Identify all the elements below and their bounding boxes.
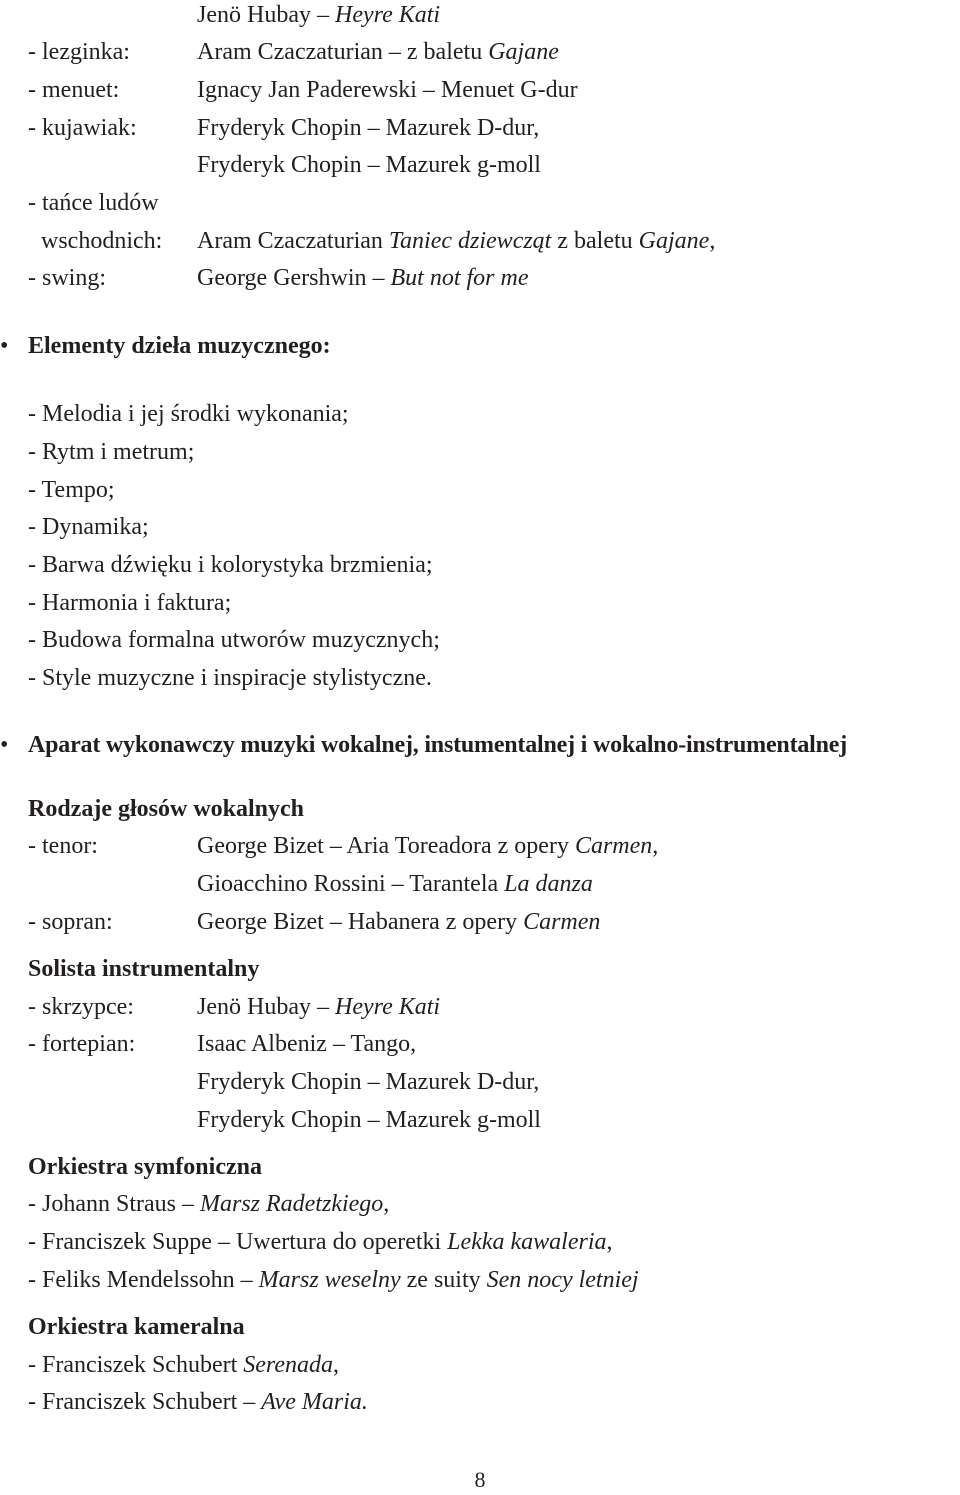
section-heading: Elementy dzieła muzycznego: [28,333,331,359]
dance-label: - tańce ludów [28,190,159,216]
text-part: - Johann Straus – [28,1191,200,1217]
italic-title: Lekka kawaleria [447,1229,607,1255]
text-part: Aram Czaczaturian [197,228,389,254]
section-heading: Aparat wykonawczy muzyki wokalnej, instumentalnej i wokalno-instrumentalnej [28,732,848,758]
instrument-label: - fortepian: [28,1031,136,1057]
entry-text [197,831,658,861]
italic-title: Carmen [523,909,601,935]
orchestra-entry [28,1350,339,1380]
text-part: Jenö Hubay – [197,2,335,28]
dance-label: wschodnich: [41,228,163,254]
voice-label: - sopran: [28,909,113,935]
list-item: - Budowa formalna utworów muzycznych; [28,627,440,653]
orchestra-entry [28,1227,613,1257]
dance-label: - menuet: [28,77,120,103]
entry-text: Fryderyk Chopin – Mazurek D-dur, [197,115,540,141]
entry-text [197,907,600,937]
dance-label: - kujawiak: [28,115,137,141]
text-part: George Bizet – Habanera z opery [197,909,524,935]
instrument-label: - skrzypce: [28,994,134,1020]
list-item: - Style muzyczne i inspiracje stylistyczne. [28,665,432,691]
orchestra-entry [28,1265,639,1295]
text-part: Aram Czaczaturian – z baletu [197,39,489,65]
list-item: - Harmonia i faktura; [28,590,232,616]
text-part: Gioacchino Rossini – Tarantela [197,871,505,897]
text-part: ze suity [400,1267,487,1293]
text-part: , [709,228,716,254]
text-part: , [652,833,659,859]
italic-title: Taniec dziewcząt [388,228,552,254]
dance-label: - lezginka: [28,39,130,65]
list-item: - Melodia i jej środki wykonania; [28,401,349,427]
italic-title: Marsz Radetzkiego [199,1191,384,1217]
text-part: - Franciszek Schubert [28,1352,244,1378]
list-item: - Rytm i metrum; [28,439,195,465]
italic-title: Sen nocy letniej [486,1267,639,1293]
text-part: George Gershwin – [197,265,391,291]
dance-label: - swing: [28,265,106,291]
italic-title: Heyre Kati [334,994,441,1020]
subsection-heading-symfoniczna: Orkiestra symfoniczna [28,1154,262,1180]
list-item: - Dynamika; [28,514,149,540]
text-part: - Franciszek Schubert – [28,1389,262,1415]
entry-text [197,226,715,256]
text-part: , [383,1191,390,1217]
voice-label: - tenor: [28,833,98,859]
entry-text: Ignacy Jan Paderewski – Menuet G-dur [197,77,578,103]
orchestra-entry [28,1387,368,1417]
italic-title: Serenada [243,1352,334,1378]
italic-title: Gajane [638,228,710,254]
text-part: , [606,1229,613,1255]
italic-title: La danza [504,871,593,897]
text-part: , [333,1352,340,1378]
text-part: George Bizet – Aria Toreadora z opery [197,833,575,859]
text-part: z baletu [551,228,639,254]
orchestra-entry [28,1189,389,1219]
bullet-icon: • [0,333,9,359]
bullet-icon: • [0,732,9,758]
entry-text: Fryderyk Chopin – Mazurek g-moll [197,152,541,178]
text-part: Jenö Hubay – [197,994,335,1020]
subsection-heading-kameralna: Orkiestra kameralna [28,1314,245,1340]
italic-title: Ave Maria. [261,1389,368,1415]
text-part: - Franciszek Suppe – Uwertura do operetki [28,1229,448,1255]
subsection-heading-glosy: Rodzaje głosów wokalnych [28,796,305,822]
text-part: - Feliks Mendelssohn – [28,1267,259,1293]
subsection-heading-solista: Solista instrumentalny [28,956,260,982]
italic-title: But not for me [390,265,529,291]
entry-text [197,869,593,899]
entry-text [197,992,440,1022]
list-item: - Tempo; [28,477,115,503]
entry-text: Fryderyk Chopin – Mazurek D-dur, [197,1069,540,1095]
entry-text [197,0,440,30]
entry-text: Isaac Albeniz – Tango, [197,1031,417,1057]
list-item: - Barwa dźwięku i kolorystyka brzmienia; [28,552,433,578]
italic-title: Marsz weselny [258,1267,401,1293]
entry-text [197,37,559,67]
page-number: 8 [474,1467,486,1492]
entry-text: Fryderyk Chopin – Mazurek g-moll [197,1107,541,1133]
italic-title: Heyre Kati [334,2,441,28]
italic-title: Carmen [574,833,653,859]
italic-title: Gajane [488,39,559,65]
entry-text [197,263,529,293]
